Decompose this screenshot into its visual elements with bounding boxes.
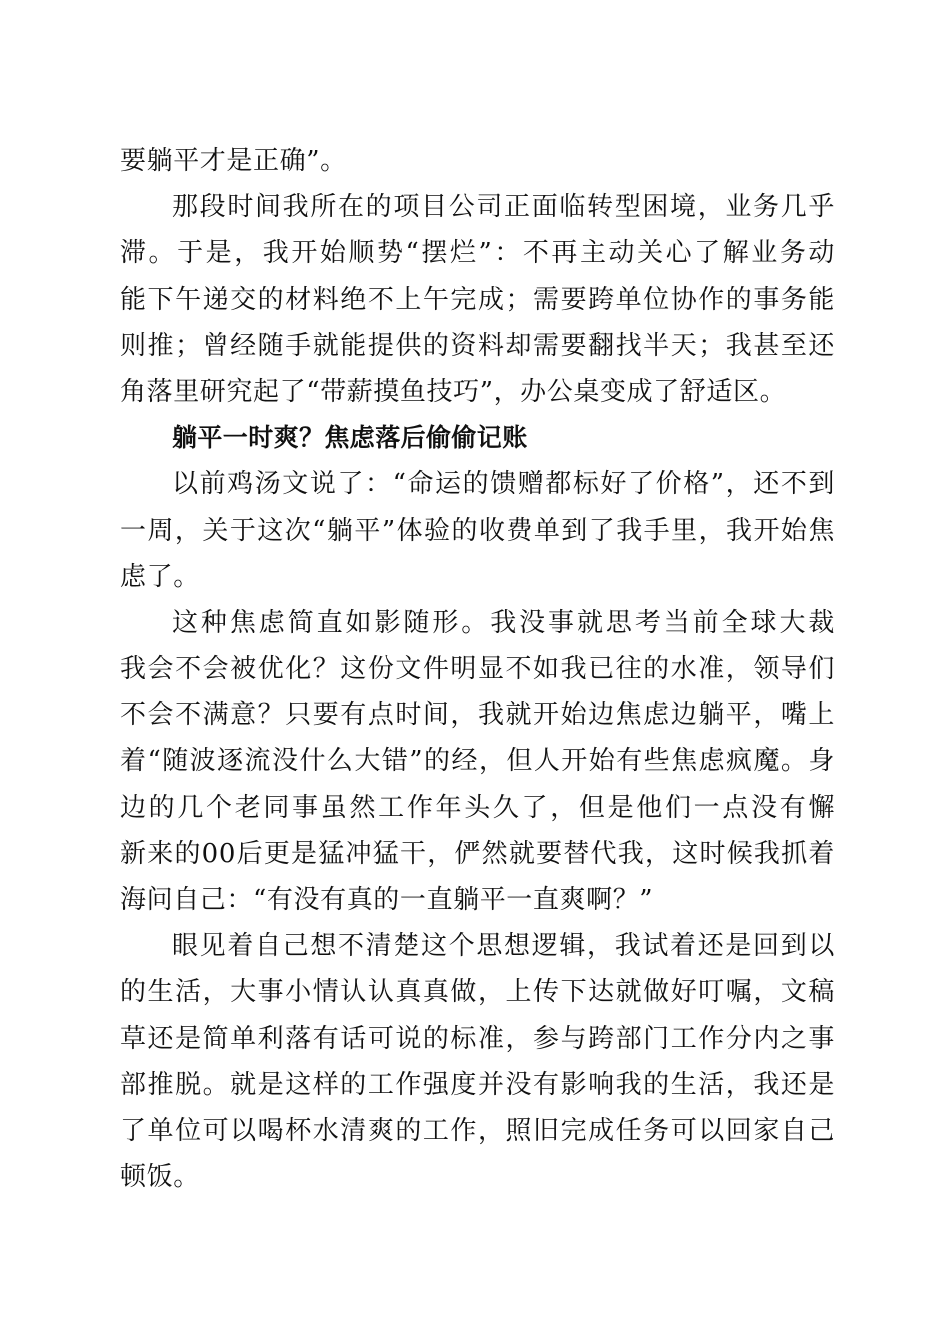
document-body bbox=[120, 138, 835, 1200]
paragraph-line: 边的几个老同事虽然工作年头久了，但是他们一点没有懈 bbox=[120, 792, 835, 823]
paragraph-line: 不会不满意？只要有点时间，我就开始边焦虑边躺平，嘴上 bbox=[120, 700, 835, 731]
paragraph-line: 以前鸡汤文说了：“命运的馈赠都标好了价格”，还不到 bbox=[172, 469, 835, 500]
paragraph-line: 我会不会被优化？这份文件明显不如我已往的水准，领导们 bbox=[120, 654, 835, 685]
paragraph-line: 眼见着自己想不清楚这个思想逻辑，我试着还是回到以 bbox=[172, 931, 835, 962]
paragraph-line: 海问自己：“有没有真的一直躺平一直爽啊？” bbox=[120, 885, 654, 915]
paragraph-line: 新来的00后更是猛冲猛干，俨然就要替代我，这时候我抓着 bbox=[120, 838, 835, 869]
paragraph-line: 角落里研究起了“带薪摸鱼技巧”，办公桌变成了舒适区。 bbox=[120, 376, 787, 407]
paragraph-line: 要躺平才是正确”。 bbox=[120, 146, 347, 176]
paragraph-line: 部推脱。就是这样的工作强度并没有影响我的生活，我还是 bbox=[120, 1069, 835, 1100]
paragraph-line: 草还是简单利落有话可说的标准，参与跨部门工作分内之事 bbox=[120, 1023, 835, 1054]
section-heading: 躺平一时爽？焦虑落后偷偷记账 bbox=[172, 423, 528, 453]
paragraph-line: 滞。于是，我开始顺势“摆烂”：不再主动关心了解业务动 bbox=[120, 238, 835, 269]
paragraph-line: 那段时间我所在的项目公司正面临转型困境，业务几乎 bbox=[172, 192, 835, 223]
paragraph-line: 的生活，大事小情认认真真做，上传下达就做好叮嘱，文稿 bbox=[120, 977, 835, 1008]
paragraph-line: 了单位可以喝杯水清爽的工作，照旧完成任务可以回家自己 bbox=[120, 1115, 835, 1146]
paragraph-line: 一周，关于这次“躺平”体验的收费单到了我手里，我开始焦 bbox=[120, 515, 835, 546]
paragraph-line: 顿饭。 bbox=[120, 1162, 200, 1193]
paragraph-line: 虑了。 bbox=[120, 561, 200, 592]
paragraph-line: 这种焦虑简直如影随形。我没事就思考当前全球大裁 bbox=[172, 607, 835, 638]
paragraph-line: 能下午递交的材料绝不上午完成；需要跨单位协作的事务能 bbox=[120, 284, 835, 315]
paragraph-line: 则推；曾经随手就能提供的资料却需要翻找半天；我甚至还 bbox=[120, 330, 835, 361]
paragraph-line: 着“随波逐流没什么大错”的经，但人开始有些焦虑疯魔。身 bbox=[120, 746, 835, 777]
